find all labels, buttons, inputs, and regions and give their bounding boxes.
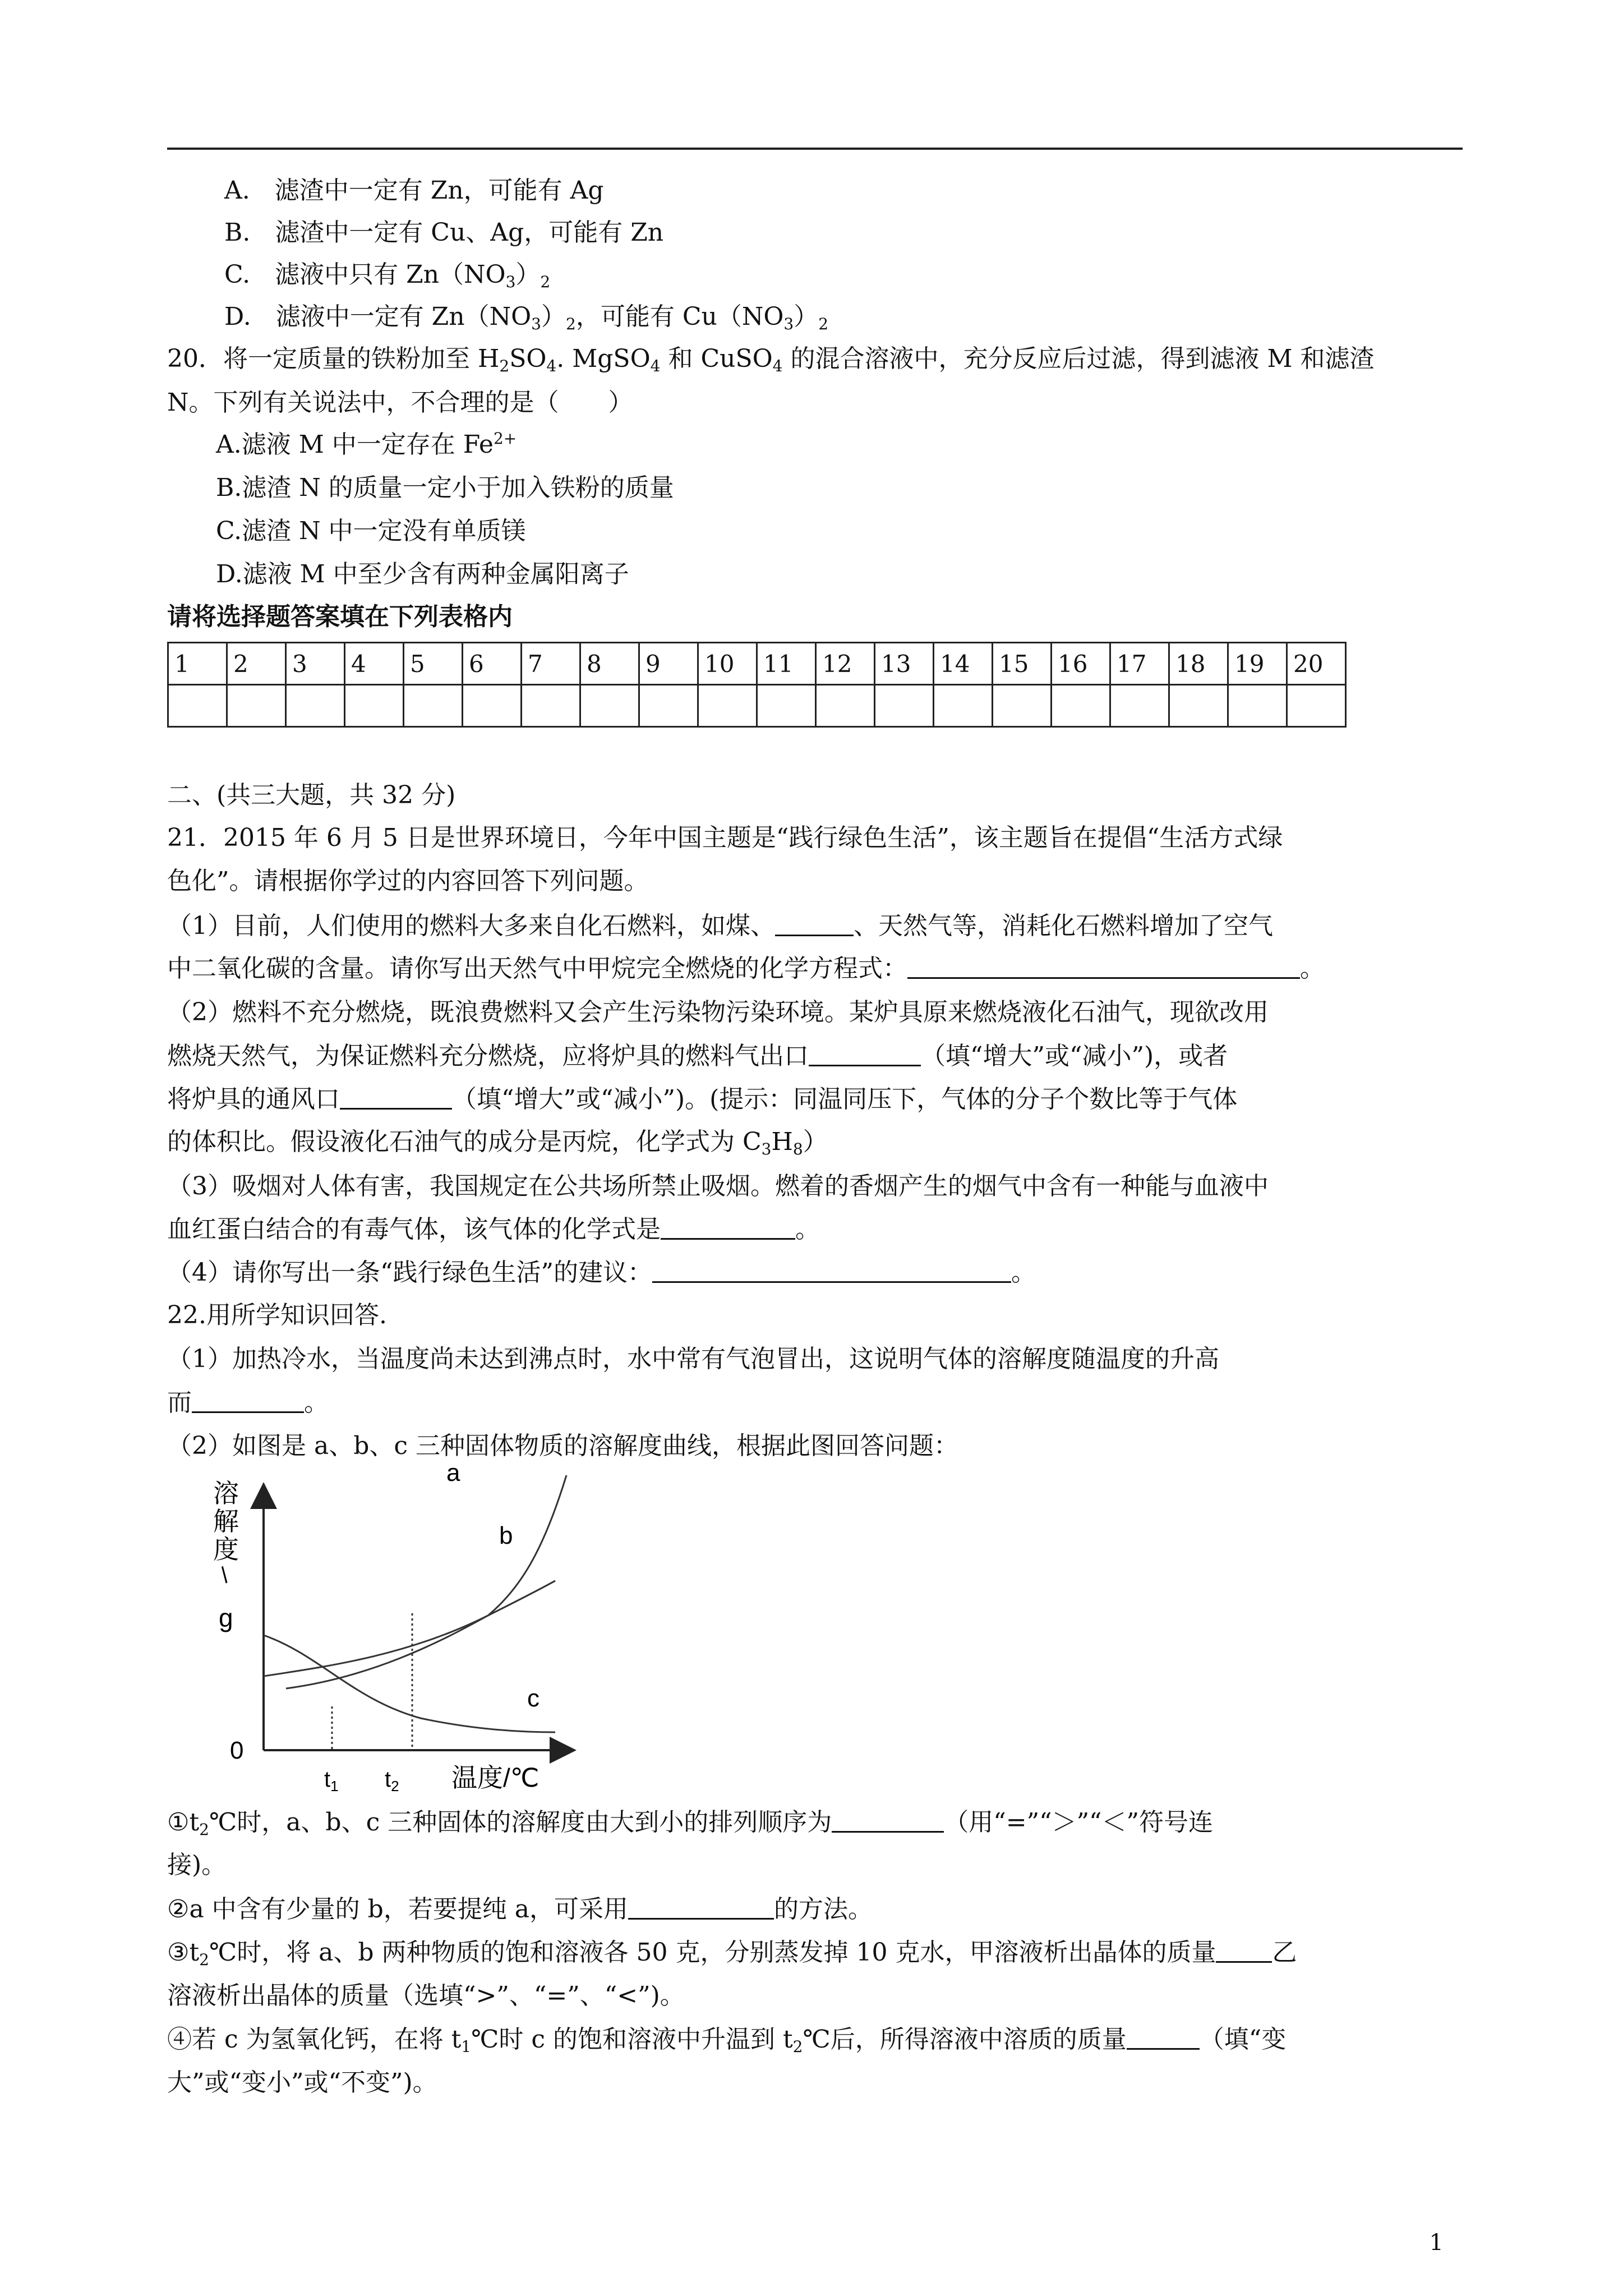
q22-sub2: ②a 中含有少量的 b，若要提纯 a，可采用 的方法。: [167, 1893, 873, 1925]
q20-option-d: D.滤液 M 中至少含有两种金属阳离子: [216, 560, 629, 588]
q22-sub1-line2: 接)。: [167, 1851, 227, 1879]
answer-number: 12: [816, 643, 875, 685]
y-axis-label-char: g: [219, 1603, 233, 1632]
q21-part1-line1: （1）目前，人们使用的燃料大多来自化石燃料，如煤、 、天然气等，消耗化石燃料增加了空气: [167, 910, 1273, 942]
y-axis-label-char: 度: [213, 1535, 239, 1564]
answer-cell[interactable]: [639, 685, 698, 727]
q20-stem: 20．将一定质量的铁粉加至 $H_2SO_4$. MgSO$_4$ 和 CuSO$_4$ 的混合溶液中，充分反应后过滤，得到滤液 M 和滤渣: [167, 344, 1375, 375]
answer-number: 14: [934, 643, 993, 685]
q20-option-a: A.滤液 M 中一定存在 $Fe^{2+}$: [216, 429, 517, 459]
answer-cell[interactable]: [227, 685, 286, 727]
answer-number: 1: [168, 643, 227, 685]
q22-sub4-line2: 大”或“变小”或“不变”)。: [167, 2068, 437, 2097]
series-c-curve: [264, 1635, 555, 1732]
q21-part2-line4: 的体积比。假设液化石油气的成分是丙烷，化学式为 $C_3H_8$）: [167, 1128, 828, 1158]
answer-number: 4: [345, 643, 404, 685]
answer-cell[interactable]: [345, 685, 404, 727]
answer-cell[interactable]: [816, 685, 875, 727]
q22-sub1-line1: $①t_2℃$时，a、b、c 三种固体的溶解度由大到小的排列顺序为 （用“=”“＞”“＜”符号连: [167, 1806, 1213, 1838]
answer-table-answer-row: [168, 685, 1346, 727]
q21-stem-line2: 色化”。请根据你学过的内容回答下列问题。: [167, 867, 649, 895]
y-axis-label-char: 溶: [213, 1479, 239, 1508]
q22-sub3-line1: $③t_2℃$时，将 a、b 两种物质的饱和溶液各 50 克，分别蒸发掉 10 克水，甲溶液析出晶体的质量 乙: [167, 1936, 1297, 1968]
answer-table-heading: 请将选择题答案填在下列表格内: [167, 602, 513, 631]
series-b-label: b: [499, 1522, 513, 1549]
answer-number: 18: [1169, 643, 1228, 685]
answer-cell[interactable]: [934, 685, 993, 727]
answer-cell[interactable]: [168, 685, 227, 727]
answer-number: 6: [463, 643, 522, 685]
answer-number: 7: [522, 643, 580, 685]
answer-cell[interactable]: [757, 685, 816, 727]
answer-cell[interactable]: [875, 685, 934, 727]
answer-cell[interactable]: [1052, 685, 1110, 727]
answer-cell[interactable]: [522, 685, 580, 727]
answer-number: 17: [1110, 643, 1169, 685]
q21-part3-line1: （3）吸烟对人体有害，我国规定在公共场所禁止吸烟。燃着的香烟产生的烟气中含有一种能与血液中: [167, 1172, 1269, 1200]
answer-cell[interactable]: [1228, 685, 1287, 727]
answer-number: 8: [580, 643, 639, 685]
answer-number: 15: [993, 643, 1052, 685]
q21-part3-line2: 血红蛋白结合的有毒气体，该气体的化学式是 。: [167, 1213, 820, 1245]
q21-part2-line1: （2）燃料不充分燃烧，既浪费燃料又会产生污染物污染环境。某炉具原来燃烧液化石油气，现欲改用: [167, 998, 1269, 1027]
series-b-curve: [264, 1581, 555, 1676]
q22-sub4-line1: ④若 c 为氢氧化钙，在将 $t_1℃$时 c 的饱和溶液中升温到 $t_2℃$后，所得溶液中溶质的质量 （填“变: [167, 2023, 1286, 2055]
answer-number: 9: [639, 643, 698, 685]
q21-part2-line3: 将炉具的通风口 （填“增大”或“减小”)。(提示：同温同压下，气体的分子个数比等于气体: [167, 1083, 1237, 1115]
q20-option-b: B.滤渣 N 的质量一定小于加入铁粉的质量: [216, 473, 674, 502]
answer-number: 2: [227, 643, 286, 685]
answer-blank[interactable]: [1216, 1936, 1272, 1963]
q21-part2-line2: 燃烧天然气，为保证燃料充分燃烧，应将炉具的燃料气出口 （填“增大”或“减小”)，或者: [167, 1040, 1228, 1072]
answer-table: [167, 642, 1347, 728]
q21-part1-line2: 中二氧化碳的含量。请你写出天然气中甲烷完全燃烧的化学方程式： 。: [167, 953, 1325, 984]
series-a-label: a: [446, 1459, 460, 1487]
q22-part1-line1: （1）加热冷水，当温度尚未达到沸点时，水中常有气泡冒出，这说明气体的溶解度随温度的升高: [167, 1345, 1219, 1373]
answer-blank[interactable]: [1127, 2023, 1200, 2050]
answer-cell[interactable]: [580, 685, 639, 727]
q20-option-c: C.滤渣 N 中一定没有单质镁: [216, 517, 526, 545]
answer-number: 11: [757, 643, 816, 685]
section2-title: 二、(共三大题，共 32 分): [167, 781, 456, 809]
answer-blank[interactable]: [661, 1213, 795, 1240]
answer-number: 10: [698, 643, 757, 685]
answer-cell[interactable]: [463, 685, 522, 727]
q19-option-b: B. 滤渣中一定有 Cu、Ag，可能有 Zn: [224, 218, 664, 247]
y-axis-label-char: 解: [213, 1507, 239, 1536]
y-axis-label-char: /: [216, 1563, 234, 1588]
answer-number: 13: [875, 643, 934, 685]
page-number: 1: [1429, 2230, 1444, 2256]
answer-number: 5: [404, 643, 463, 685]
answer-number: 19: [1228, 643, 1287, 685]
answer-table-number-row: [168, 643, 1346, 685]
answer-number: 16: [1052, 643, 1110, 685]
x-tick-t1: $t_1$: [324, 1767, 339, 1795]
answer-blank[interactable]: [340, 1083, 452, 1110]
answer-number: 20: [1287, 643, 1346, 685]
answer-blank[interactable]: [907, 953, 1300, 979]
q19-option-d: D. 滤液中一定有 $Zn(NO_3)_2$，可能有 $Cu(NO_3)_2$: [224, 302, 829, 333]
header-rule: [167, 148, 1463, 150]
answer-blank[interactable]: [832, 1806, 944, 1833]
x-tick-t2: $t_2$: [385, 1767, 399, 1795]
series-c-label: c: [527, 1685, 540, 1712]
x-axis-label: 温度/℃: [451, 1763, 540, 1792]
answer-blank[interactable]: [192, 1387, 304, 1413]
answer-cell[interactable]: [698, 685, 757, 727]
q21-stem: 21．2015 年 6 月 5 日是世界环境日，今年中国主题是“践行绿色生活”，该主题旨在提倡“生活方式绿: [167, 823, 1283, 852]
answer-cell[interactable]: [1110, 685, 1169, 727]
q19-option-c: C. 滤液中只有 $Zn(NO_3)_2$: [224, 260, 551, 291]
answer-blank[interactable]: [809, 1040, 921, 1066]
q22-part2: （2）如图是 a、b、c 三种固体物质的溶解度曲线，根据此图回答问题：: [167, 1432, 959, 1460]
origin-label: 0: [230, 1737, 244, 1764]
solubility-chart: [185, 1459, 589, 1795]
series-a-curve: [286, 1475, 566, 1688]
q22-part1-line2: 而 。: [167, 1387, 329, 1419]
answer-cell[interactable]: [286, 685, 345, 727]
answer-cell[interactable]: [1287, 685, 1346, 727]
answer-cell[interactable]: [1169, 685, 1228, 727]
answer-blank[interactable]: [628, 1893, 774, 1920]
answer-cell[interactable]: [404, 685, 463, 727]
q22-sub3-line2: 溶液析出晶体的质量（选填“>”、“=”、“<”)。: [167, 1981, 685, 2010]
answer-number: 3: [286, 643, 345, 685]
q22-stem: 22.用所学知识回答.: [167, 1301, 387, 1329]
answer-cell[interactable]: [993, 685, 1052, 727]
q21-part4: （4）请你写出一条“践行绿色生活”的建议： 。: [167, 1257, 1036, 1289]
answer-blank[interactable]: [775, 910, 854, 936]
q19-option-a: A. 滤渣中一定有 Zn，可能有 Ag: [224, 176, 604, 205]
q20-stem-line2: N。下列有关说法中，不合理的是（ ）: [167, 388, 633, 417]
answer-blank[interactable]: [652, 1257, 1011, 1283]
